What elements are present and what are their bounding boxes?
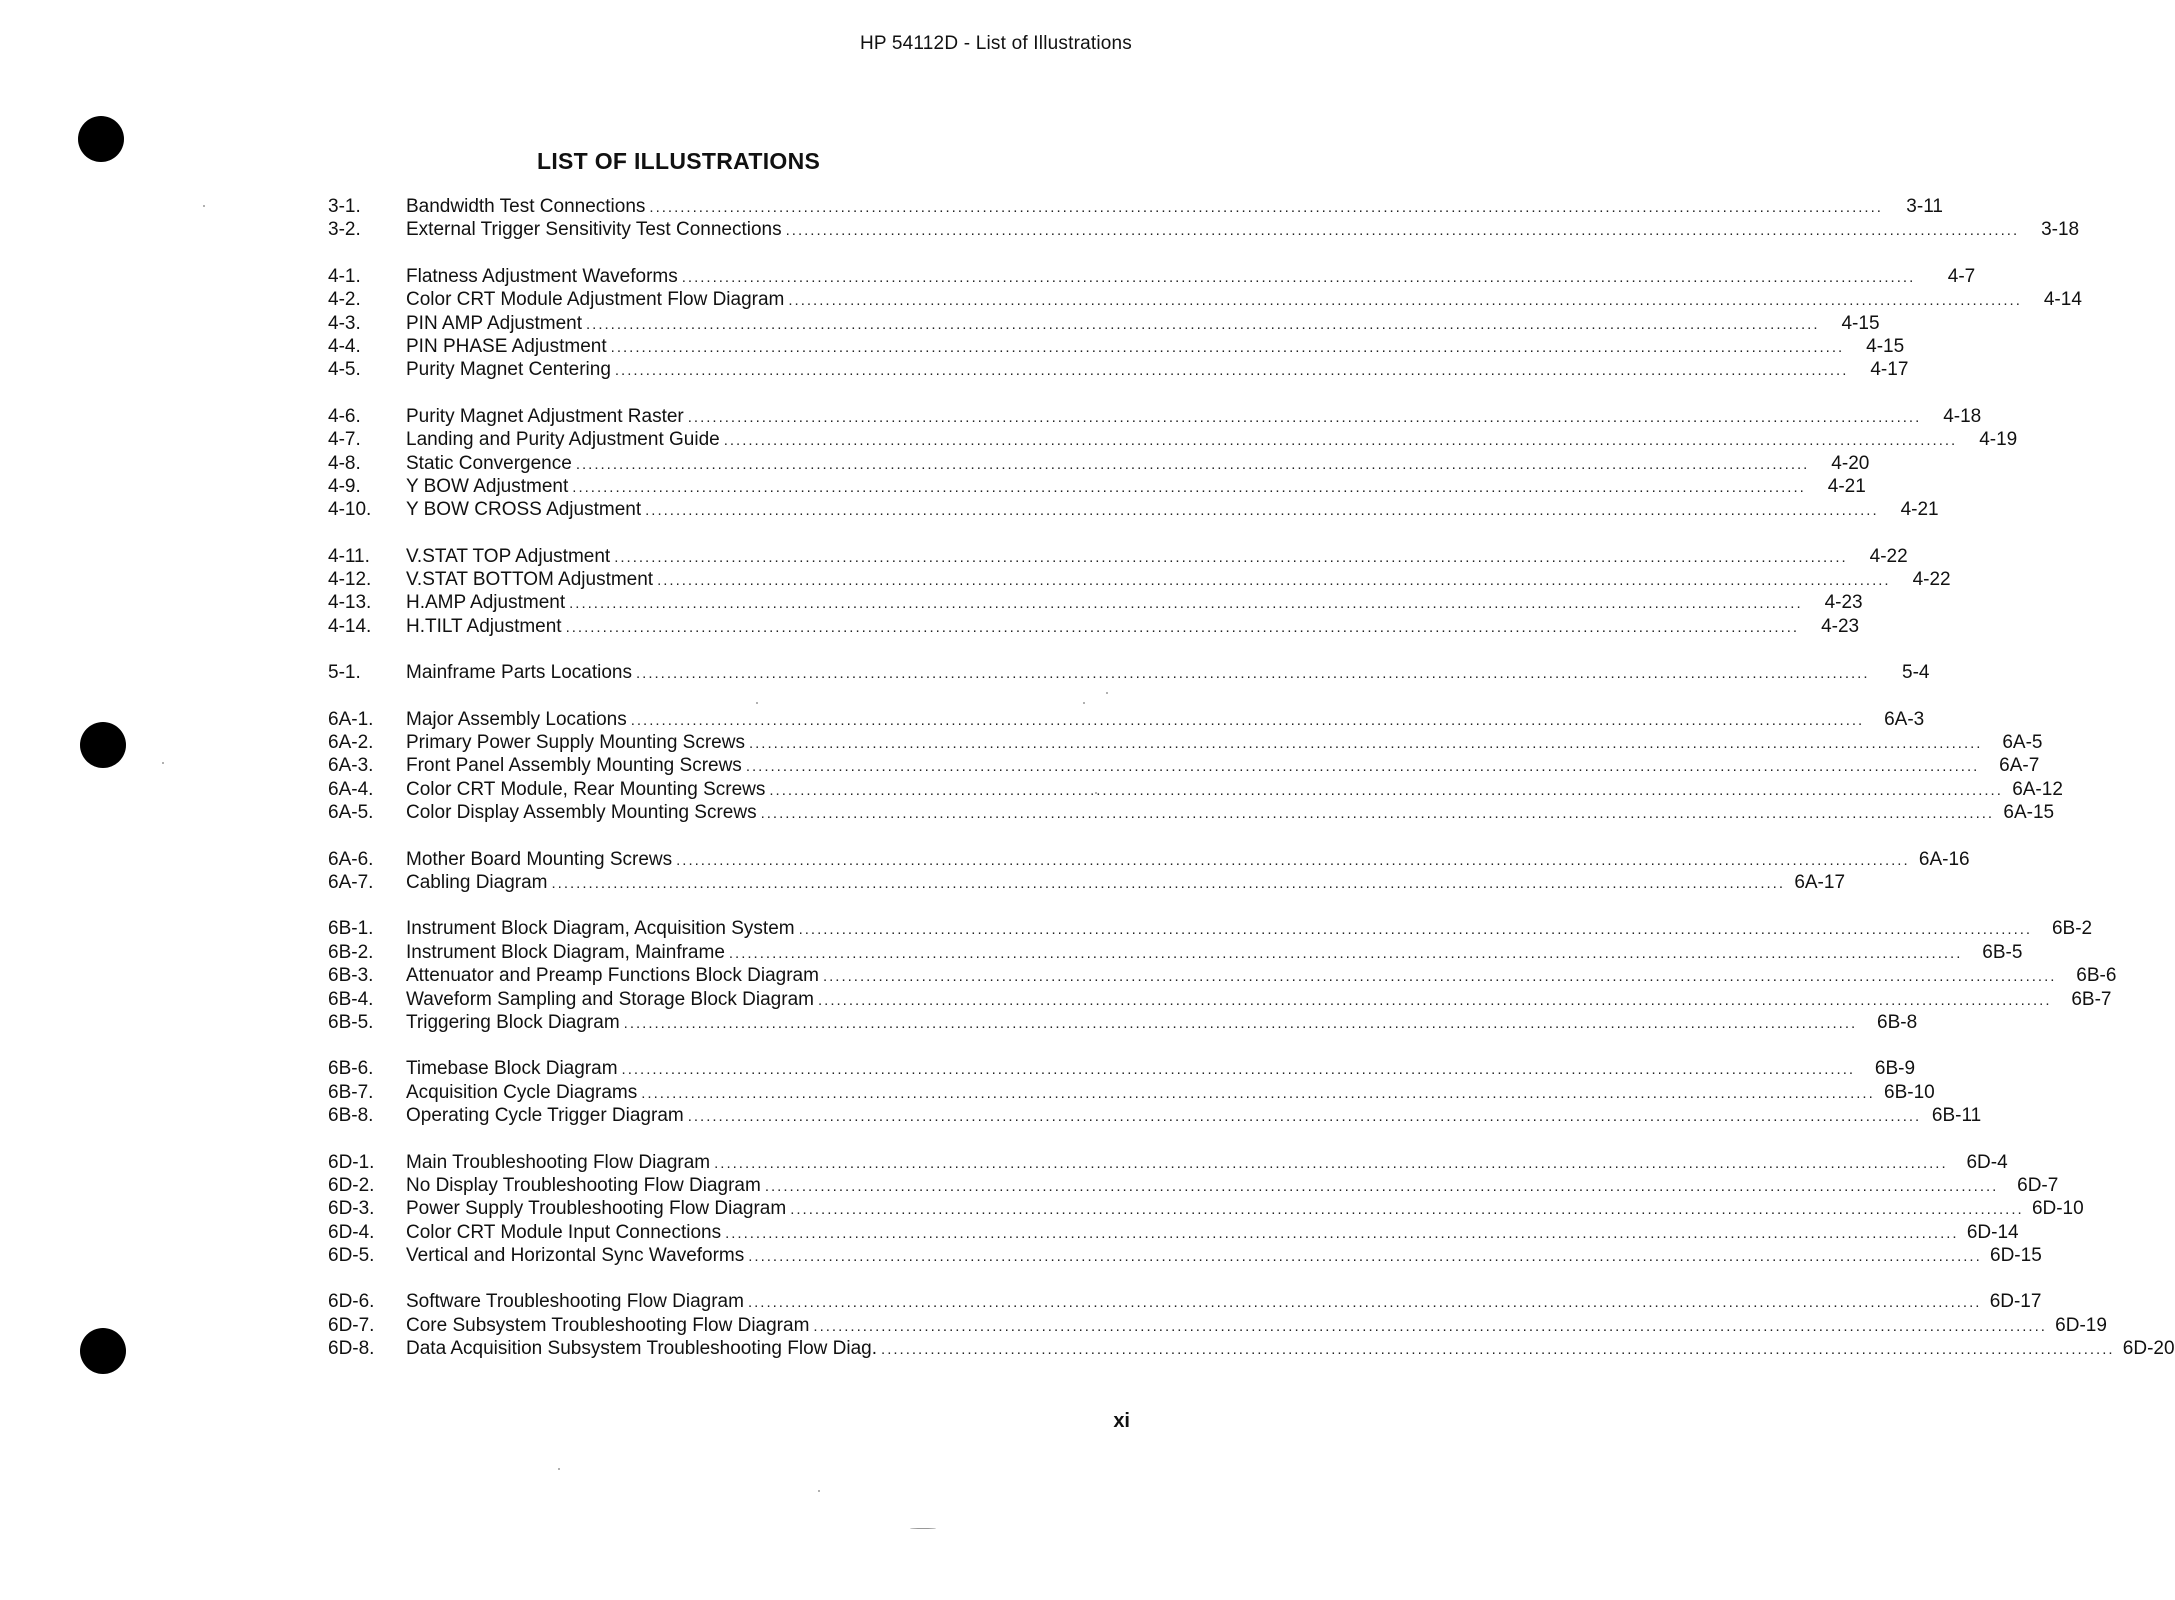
dot-leader: ........................................................................................................................................................................................................	[748, 1248, 1982, 1266]
figure-title: Color CRT Module, Rear Mounting Screws	[406, 778, 766, 800]
page-reference: 6B-8	[1877, 1011, 1918, 1033]
figure-title: Vertical and Horizontal Sync Waveforms	[406, 1245, 745, 1267]
illustration-entry	[328, 452, 1870, 476]
dot-leader: ........................................................................................................................................................................................................	[813, 1317, 2047, 1335]
illustration-entry	[328, 1105, 1982, 1128]
illustration-entry	[328, 405, 1982, 429]
illustration-group	[328, 918, 2117, 1035]
figure-number: 4-11.	[328, 545, 370, 567]
figure-number: 6B-7.	[328, 1081, 374, 1103]
figure-number: 6D-3.	[328, 1198, 375, 1220]
page-reference: 4-15	[1866, 335, 1905, 357]
dot-leader: ........................................................................................................................................................................................................	[575, 455, 1810, 473]
figure-number: 6A-6.	[328, 848, 374, 870]
dot-leader: ........................................................................................................................................................................................................	[586, 315, 1820, 333]
figure-title: No Display Troubleshooting Flow Diagram	[406, 1174, 761, 1196]
figure-title: Purity Magnet Centering	[406, 359, 611, 381]
illustration-entry	[328, 1058, 1916, 1081]
figure-number: 6B-2.	[328, 941, 374, 963]
illustration-group	[328, 265, 2082, 383]
page-reference: 6A-5	[2002, 732, 2043, 754]
illustration-entry	[328, 1198, 2084, 1221]
scan-speck	[162, 762, 164, 764]
running-header: HP 54112D - List of Illustrations	[859, 33, 1132, 54]
page-reference: 6B-7	[2071, 988, 2112, 1010]
dot-leader: ........................................................................................................................................................................................................	[565, 618, 1800, 636]
figure-title: PIN PHASE Adjustment	[406, 335, 607, 357]
scan-speck	[910, 1528, 936, 1529]
dot-leader: ........................................................................................................................................................................................................	[745, 758, 1980, 776]
figure-title: PIN AMP Adjustment	[406, 312, 583, 334]
page-reference: 4-7	[1947, 265, 1976, 287]
figure-number: 4-10.	[328, 499, 372, 521]
figure-title: V.STAT BOTTOM Adjustment	[406, 569, 654, 591]
page-reference: 6B-9	[1874, 1058, 1916, 1080]
dot-leader: ........................................................................................................................................................................................................	[769, 781, 2003, 799]
figure-title: Y BOW CROSS Adjustment	[406, 499, 642, 521]
figure-title: Main Troubleshooting Flow Diagram	[406, 1151, 711, 1173]
figure-title: Primary Power Supply Mounting Screws	[406, 732, 745, 754]
illustration-entry	[328, 662, 1930, 685]
illustration-entry	[328, 196, 1943, 219]
illustration-entry	[328, 871, 1846, 895]
dot-leader: ........................................................................................................................................................................................................	[687, 408, 1922, 426]
illustration-group	[328, 708, 2063, 826]
dot-leader: ........................................................................................................................................................................................................	[676, 851, 1910, 869]
dot-leader: ........................................................................................................................................................................................................	[760, 805, 1995, 823]
figure-number: 4-12.	[328, 569, 372, 591]
dot-leader: ........................................................................................................................................................................................................	[747, 1294, 1982, 1312]
illustration-group	[328, 848, 1970, 896]
figure-title: Core Subsystem Troubleshooting Flow Diagram	[406, 1314, 810, 1336]
illustration-entry	[328, 265, 1976, 289]
illustration-entry	[328, 1245, 2042, 1268]
illustration-entry	[328, 965, 2117, 988]
illustration-group	[328, 405, 2018, 523]
figure-title: Acquisition Cycle Diagrams	[406, 1081, 638, 1103]
figure-number: 4-1.	[328, 265, 361, 287]
dot-leader: ........................................................................................................................................................................................................	[645, 502, 1879, 520]
dot-leader: ........................................................................................................................................................................................................	[764, 1177, 1999, 1195]
figure-number: 4-13.	[328, 592, 372, 614]
illustration-entry	[328, 802, 2055, 825]
page-reference: 3-11	[1906, 196, 1943, 217]
page-reference: 4-17	[1870, 359, 1909, 381]
figure-title: Mother Board Mounting Screws	[406, 848, 673, 870]
dot-leader: ........................................................................................................................................................................................................	[623, 1014, 1858, 1032]
dot-leader: ........................................................................................................................................................................................................	[657, 572, 1891, 590]
page-reference: 6A-3	[1884, 708, 1925, 730]
illustration-entry	[328, 615, 1860, 639]
figure-number: 6D-4.	[328, 1221, 375, 1243]
figure-number: 3-1.	[328, 196, 361, 217]
dot-leader: ........................................................................................................................................................................................................	[714, 1154, 1948, 1172]
page-reference: 4-23	[1824, 592, 1863, 614]
dot-leader: ........................................................................................................................................................................................................	[641, 1084, 1875, 1102]
illustration-entry	[328, 988, 2112, 1012]
illustration-entry	[328, 941, 2023, 965]
illustration-entry	[328, 1081, 1935, 1105]
figure-number: 6A-1.	[328, 708, 374, 730]
dot-leader: ........................................................................................................................................................................................................	[785, 222, 2020, 240]
page-reference: 6D-7	[2017, 1174, 2059, 1196]
page-title: LIST OF ILLUSTRATIONS	[537, 148, 821, 174]
dot-leader: ........................................................................................................................................................................................................	[728, 944, 1963, 962]
figure-title: H.TILT Adjustment	[406, 615, 562, 637]
illustration-group	[328, 1058, 1982, 1128]
page-reference: 6B-11	[1931, 1105, 1982, 1127]
illustration-group	[328, 545, 1951, 640]
illustration-entry	[328, 312, 1880, 336]
figure-title: Purity Magnet Adjustment Raster	[406, 405, 684, 427]
dot-leader: ........................................................................................................................................................................................................	[649, 199, 1883, 216]
illustration-entry	[328, 1221, 2019, 1245]
illustration-group	[328, 1291, 2175, 1361]
dot-leader: ........................................................................................................................................................................................................	[681, 268, 1916, 286]
dot-leader: ........................................................................................................................................................................................................	[790, 1201, 2024, 1219]
dot-leader: ........................................................................................................................................................................................................	[636, 665, 1870, 683]
page-reference: 4-22	[1912, 569, 1951, 591]
page-reference: 6B-6	[2076, 965, 2117, 987]
figure-number: 6B-5.	[328, 1011, 374, 1033]
figure-number: 6D-2.	[328, 1174, 375, 1196]
figure-title: Power Supply Troubleshooting Flow Diagram	[406, 1198, 787, 1220]
dot-leader: ........................................................................................................................................................................................................	[725, 1224, 1959, 1242]
figure-title: Cabling Diagram	[406, 871, 548, 893]
figure-title: Software Troubleshooting Flow Diagram	[406, 1291, 744, 1313]
figure-number: 5-1.	[328, 662, 361, 684]
illustration-entry	[328, 569, 1951, 592]
figure-title: Operating Cycle Trigger Diagram	[406, 1105, 684, 1127]
page-reference: 4-22	[1869, 545, 1908, 567]
figure-title: Color CRT Module Input Connections	[406, 1221, 722, 1243]
punch-hole	[78, 116, 124, 162]
figure-title: Waveform Sampling and Storage Block Diagram	[406, 988, 814, 1010]
page-reference: 6D-20	[2122, 1338, 2175, 1360]
dot-leader: ........................................................................................................................................................................................................	[687, 1108, 1922, 1126]
page-reference: 6D-4	[1966, 1151, 2008, 1173]
figure-number: 6A-2.	[328, 732, 374, 754]
dot-leader: ........................................................................................................................................................................................................	[572, 478, 1806, 496]
figure-title: Triggering Block Diagram	[406, 1011, 620, 1033]
figure-title: Instrument Block Diagram, Acquisition System	[406, 918, 795, 940]
page-reference: 6A-12	[2012, 778, 2063, 800]
figure-number: 6A-4.	[328, 778, 374, 800]
illustration-entry	[328, 289, 2082, 312]
figure-number: 4-14.	[328, 615, 372, 637]
figure-title: Data Acquisition Subsystem Troubleshooting Flow Diag.	[406, 1338, 878, 1360]
illustration-entry	[328, 475, 1866, 499]
figure-number: 6D-7.	[328, 1314, 375, 1336]
figure-title: Instrument Block Diagram, Mainframe	[406, 941, 725, 963]
dot-leader: ........................................................................................................................................................................................................	[881, 1341, 2115, 1359]
figure-number: 4-7.	[328, 429, 361, 451]
figure-title: Front Panel Assembly Mounting Screws	[406, 755, 742, 777]
scan-speck	[1083, 702, 1085, 704]
figure-title: Major Assembly Locations	[406, 708, 627, 730]
dot-leader: ........................................................................................................................................................................................................	[610, 338, 1845, 356]
figure-number: 4-2.	[328, 289, 361, 311]
dot-leader: ........................................................................................................................................................................................................	[817, 991, 2052, 1009]
page-reference: 6A-15	[2003, 802, 2055, 824]
dot-leader: ........................................................................................................................................................................................................	[569, 595, 1803, 613]
dot-leader: ........................................................................................................................................................................................................	[788, 292, 2022, 310]
figure-number: 6B-3.	[328, 965, 374, 987]
figure-number: 4-5.	[328, 359, 361, 381]
figure-number: 6A-5.	[328, 802, 374, 824]
dot-leader: ........................................................................................................................................................................................................	[723, 432, 1958, 450]
illustration-entry	[328, 778, 2063, 802]
illustration-entry	[328, 755, 2040, 778]
punch-hole	[80, 722, 126, 768]
page-reference: 6A-7	[1999, 755, 2040, 777]
figure-number: 6B-4.	[328, 988, 374, 1010]
figure-title: Color Display Assembly Mounting Screws	[406, 802, 757, 824]
illustration-entry	[328, 335, 1905, 359]
illustrations-list	[328, 196, 2175, 1385]
dot-leader: ........................................................................................................................................................................................................	[614, 362, 1849, 380]
illustration-entry	[328, 1151, 2008, 1175]
figure-number: 3-2.	[328, 219, 361, 241]
figure-number: 6B-1.	[328, 918, 374, 940]
illustration-entry	[328, 499, 1939, 522]
figure-number: 6A-7.	[328, 871, 374, 893]
figure-number: 6D-5.	[328, 1245, 375, 1267]
figure-title: Mainframe Parts Locations	[406, 662, 632, 684]
page-reference: 6D-19	[2055, 1314, 2107, 1336]
page-reference: 6D-14	[1966, 1221, 2019, 1243]
figure-number: 6B-6.	[328, 1058, 374, 1080]
illustration-entry	[328, 1291, 2042, 1314]
figure-number: 4-3.	[328, 312, 361, 334]
page-reference: 4-20	[1831, 452, 1870, 474]
page-reference: 4-21	[1900, 499, 1939, 521]
illustration-entry	[328, 545, 1908, 569]
page-reference: 4-23	[1821, 615, 1860, 637]
page-reference: 3-18	[2041, 219, 2080, 241]
figure-title: Static Convergence	[406, 452, 572, 474]
illustration-entry	[328, 732, 2043, 755]
illustration-entry	[328, 1338, 2175, 1361]
figure-title: H.AMP Adjustment	[406, 592, 566, 614]
page-reference: 4-15	[1841, 312, 1880, 334]
figure-title: Timebase Block Diagram	[406, 1058, 618, 1080]
page-reference: 4-18	[1943, 405, 1982, 427]
figure-number: 4-8.	[328, 452, 361, 474]
figure-number: 4-9.	[328, 475, 361, 497]
page-reference: 6D-17	[1989, 1291, 2042, 1313]
figure-title: Attenuator and Preamp Functions Block Diagram	[406, 965, 819, 987]
scan-speck	[203, 205, 205, 207]
page-reference: 6D-15	[1990, 1245, 2042, 1267]
illustration-entry	[328, 918, 2093, 941]
punch-hole	[80, 1328, 126, 1374]
figure-title: Landing and Purity Adjustment Guide	[406, 429, 720, 451]
illustration-entry	[328, 429, 2018, 452]
figure-number: 6A-3.	[328, 755, 374, 777]
illustration-group	[328, 662, 1930, 685]
figure-title: External Trigger Sensitivity Test Connections	[406, 219, 782, 241]
figure-title: Flatness Adjustment Waveforms	[406, 265, 678, 287]
page-reference: 6B-10	[1884, 1081, 1935, 1103]
scan-speck	[818, 1490, 820, 1492]
page-reference: 4-21	[1827, 475, 1866, 497]
dot-leader: ........................................................................................................................................................................................................	[822, 968, 2057, 986]
figure-title: Y BOW Adjustment	[406, 475, 569, 497]
illustration-group	[328, 196, 2080, 243]
figure-number: 6B-8.	[328, 1105, 374, 1127]
figure-title: Color CRT Module Adjustment Flow Diagram	[406, 289, 785, 311]
illustration-entry	[328, 848, 1970, 872]
illustration-entry	[328, 592, 1863, 615]
scan-speck	[1106, 692, 1108, 694]
dot-leader: ........................................................................................................................................................................................................	[798, 921, 2033, 939]
figure-number: 4-6.	[328, 405, 361, 427]
dot-leader: ........................................................................................................................................................................................................	[630, 711, 1865, 729]
figure-number: 6D-1.	[328, 1151, 375, 1173]
page-reference: 6A-17	[1794, 871, 1846, 893]
illustration-entry	[328, 1314, 2107, 1338]
figure-number: 4-4.	[328, 335, 361, 357]
illustration-entry	[328, 359, 1909, 382]
page-reference: 6B-2	[2051, 918, 2093, 940]
page-number: xi	[1113, 1410, 1130, 1432]
scan-speck	[558, 1468, 560, 1470]
page-reference: 6D-10	[2031, 1198, 2084, 1220]
page-reference: 6A-16	[1918, 848, 1970, 870]
dot-leader: ........................................................................................................................................................................................................	[551, 874, 1786, 892]
figure-number: 6D-6.	[328, 1291, 375, 1313]
dot-leader: ........................................................................................................................................................................................................	[748, 735, 1983, 753]
dot-leader: ........................................................................................................................................................................................................	[621, 1061, 1856, 1079]
illustration-entry	[328, 1011, 1918, 1035]
figure-number: 6D-8.	[328, 1338, 375, 1360]
page-reference: 4-14	[2043, 289, 2082, 311]
illustration-entry	[328, 1174, 2059, 1198]
page-reference: 5-4	[1902, 662, 1930, 684]
figure-title: V.STAT TOP Adjustment	[406, 545, 611, 567]
illustration-group	[328, 1151, 2084, 1269]
figure-title: Bandwidth Test Connections	[406, 196, 646, 217]
page-reference: 4-19	[1979, 429, 2018, 451]
illustration-entry	[328, 708, 1925, 732]
illustration-entry	[328, 219, 2080, 242]
page-reference: 6B-5	[1982, 941, 2023, 963]
dot-leader: ........................................................................................................................................................................................................	[614, 548, 1848, 566]
